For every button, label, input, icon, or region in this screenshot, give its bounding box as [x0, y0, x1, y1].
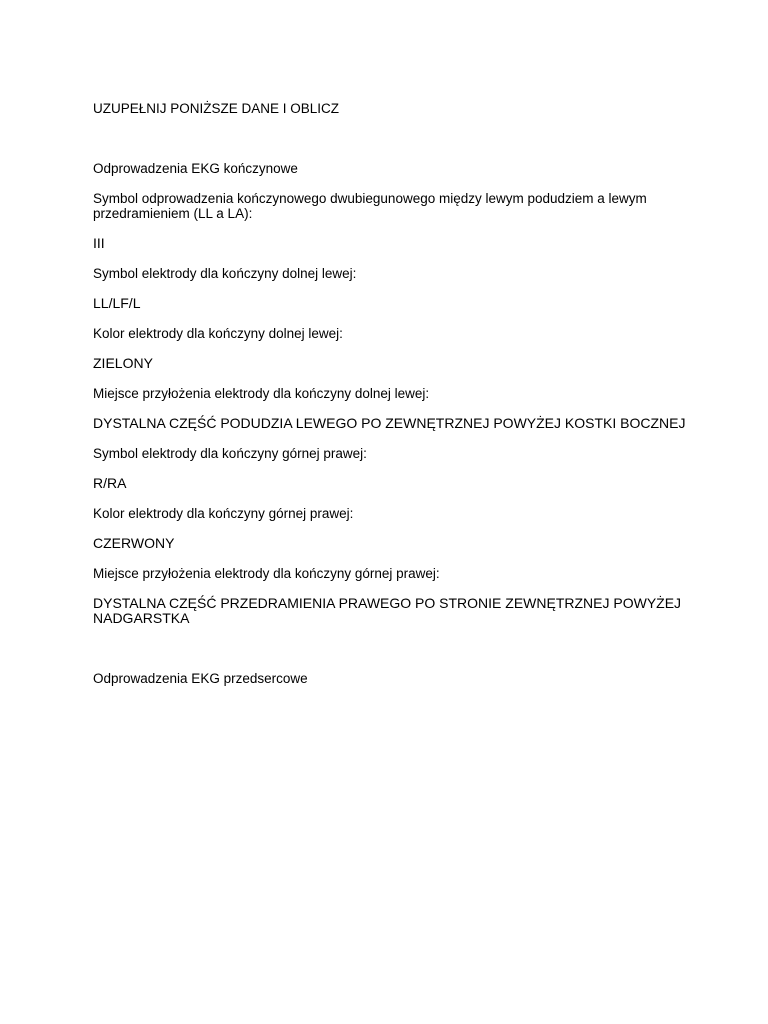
answer-left-leg-electrode-color: ZIELONY	[93, 355, 153, 371]
question-left-leg-electrode-color: Kolor elektrody dla kończyny dolnej lewej:	[93, 326, 343, 341]
question-left-leg-electrode-location: Miejsce przyłożenia elektrody dla kończyny dolnej lewej:	[93, 386, 430, 401]
document-content	[93, 101, 693, 686]
answer-bipolar-lead-symbol: III	[93, 235, 105, 251]
answer-right-arm-electrode-location: DYSTALNA CZĘŚĆ PRZEDRAMIENIA PRAWEGO PO STRONIE ZEWNĘTRZNEJ POWYŻEJ NADGARSTKA	[93, 595, 682, 626]
question-left-leg-electrode-symbol: Symbol elektrody dla kończyny dolnej lewej:	[93, 266, 357, 281]
answer-right-arm-electrode-symbol: R/RA	[93, 475, 127, 491]
question-right-arm-electrode-color: Kolor elektrody dla kończyny górnej prawej:	[93, 506, 354, 521]
question-right-arm-electrode-symbol: Symbol elektrody dla kończyny górnej prawej:	[93, 446, 367, 461]
question-right-arm-electrode-location: Miejsce przyłożenia elektrody dla kończyny górnej prawej:	[93, 566, 440, 581]
answer-left-leg-electrode-symbol: LL/LF/L	[93, 295, 141, 311]
answer-right-arm-electrode-color: CZERWONY	[93, 535, 175, 551]
document-title: UZUPEŁNIJ PONIŻSZE DANE I OBLICZ	[93, 101, 340, 116]
section-heading-precordial-leads: Odprowadzenia EKG przedsercowe	[93, 671, 308, 686]
question-bipolar-lead-symbol: Symbol odprowadzenia kończynowego dwubiegunowego między lewym podudziem a lewym przedramieniem (LL a LA):	[93, 191, 647, 221]
section-heading-limb-leads: Odprowadzenia EKG kończynowe	[93, 161, 298, 176]
answer-left-leg-electrode-location: DYSTALNA CZĘŚĆ PODUDZIA LEWEGO PO ZEWNĘTRZNEJ POWYŻEJ KOSTKI BOCZNEJ	[93, 415, 686, 431]
